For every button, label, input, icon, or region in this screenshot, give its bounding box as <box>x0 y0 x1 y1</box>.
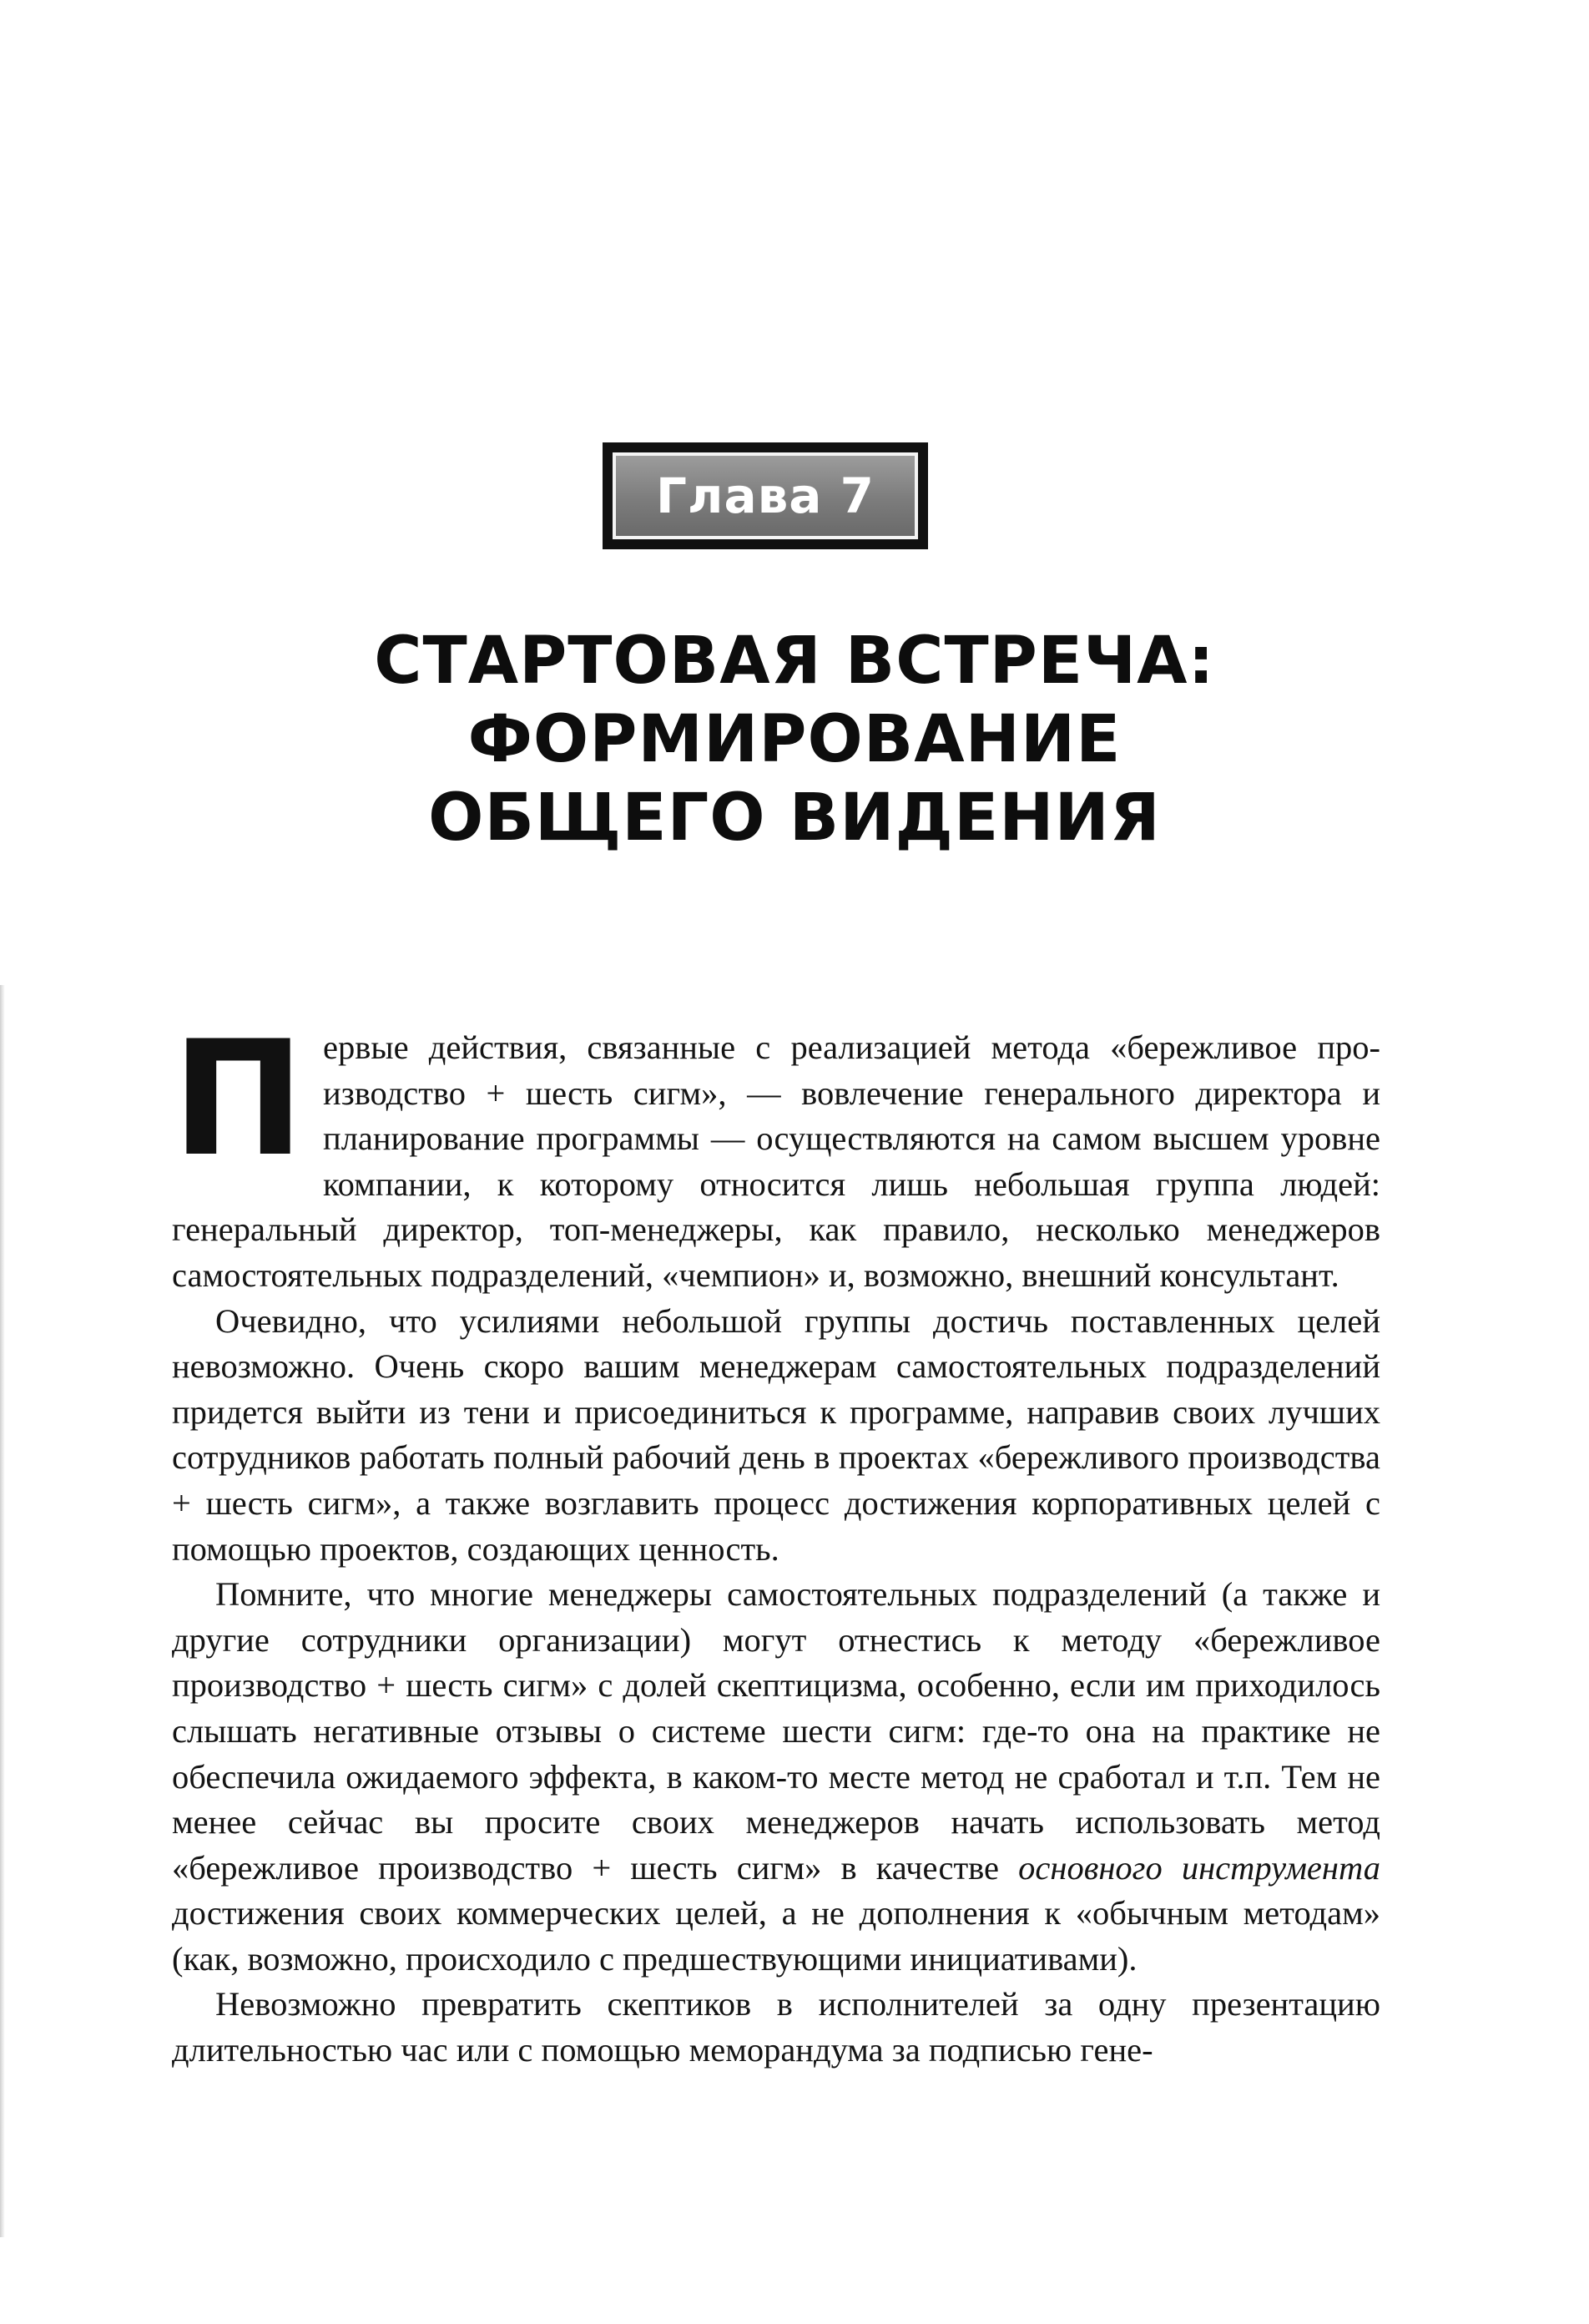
paragraph-1-text: ервые действия, связанные с реализацией метода «бережливое производство + шесть сигм», — вовлечение генерального директора и планирование программы — осуществляются на самом высшем уровне компании, к которому относится лишь небольшая группа людей: генеральный директор, топ-менеджеры, как правило, несколько менеджеров самостоятельных подразделений, «чемпион» и, возможно, внешний консультант. <box>172 1028 1380 1294</box>
paragraph-2 <box>172 1299 1380 1573</box>
chapter-title <box>250 622 1339 857</box>
paragraph-4 <box>172 1982 1380 2073</box>
chapter-badge-inner <box>613 452 918 539</box>
chapter-title-line-3: ОБЩЕГО ВИДЕНИЯ <box>428 781 1161 856</box>
chapter-badge <box>603 442 928 549</box>
chapter-title-line-2: ФОРМИРОВАНИЕ <box>467 702 1122 777</box>
paragraph-2-text: Очевидно, что усилиями небольшой группы достичь поставленных целей невозможно. Очень скоро вашим менеджерам самостоятельных подразделений придется выйти из тени и присоединиться к программе, направив своих лучших сотрудников работать полный рабочий день в проектах «бережливого производства + шесть сигм», а также возглавить процесс достижения корпоративных целей с помощью проектов, создающих ценность. <box>172 1301 1380 1568</box>
paragraph-1 <box>172 1007 1380 1299</box>
body-text <box>172 1007 1380 2074</box>
paragraph-3 <box>172 1572 1380 1982</box>
chapter-label: Глава 7 <box>656 467 875 524</box>
paragraph-4-text: Невозможно превратить скептиков в исполнителей за одну презентацию длительностью час или с помощью меморандума за подписью гене- <box>172 1985 1380 2069</box>
paragraph-3-text-start: Помните, что многие менеджеры самостоятельных подразделений (а также и другие сотрудники организации) могут отнестись к методу «бережливое производство + шесть сигм» с долей скептицизма, особенно, если им приходилось слышать негативные отзывы о системе шести сигм: где-то она на практике не обеспечила ожидаемого эффекта, в каком-то месте метод не сработал и т.п. Тем не менее сейчас вы просите своих менеджеров начать использовать метод «бережливое производство + шесть сигм» в качестве <box>172 1575 1380 1887</box>
scan-edge-shadow <box>0 985 5 2237</box>
drop-cap: П <box>172 1007 305 1191</box>
chapter-title-line-1: СТАРТОВАЯ ВСТРЕЧА: <box>374 624 1215 699</box>
paragraph-3-text-end: достижения своих коммерческих целей, а не дополнения к «обычным методам» (как, возможно, происходило с предшествующими инициативами). <box>172 1894 1380 1978</box>
paragraph-3-italic-phrase: основного инструмента <box>1018 1848 1380 1887</box>
